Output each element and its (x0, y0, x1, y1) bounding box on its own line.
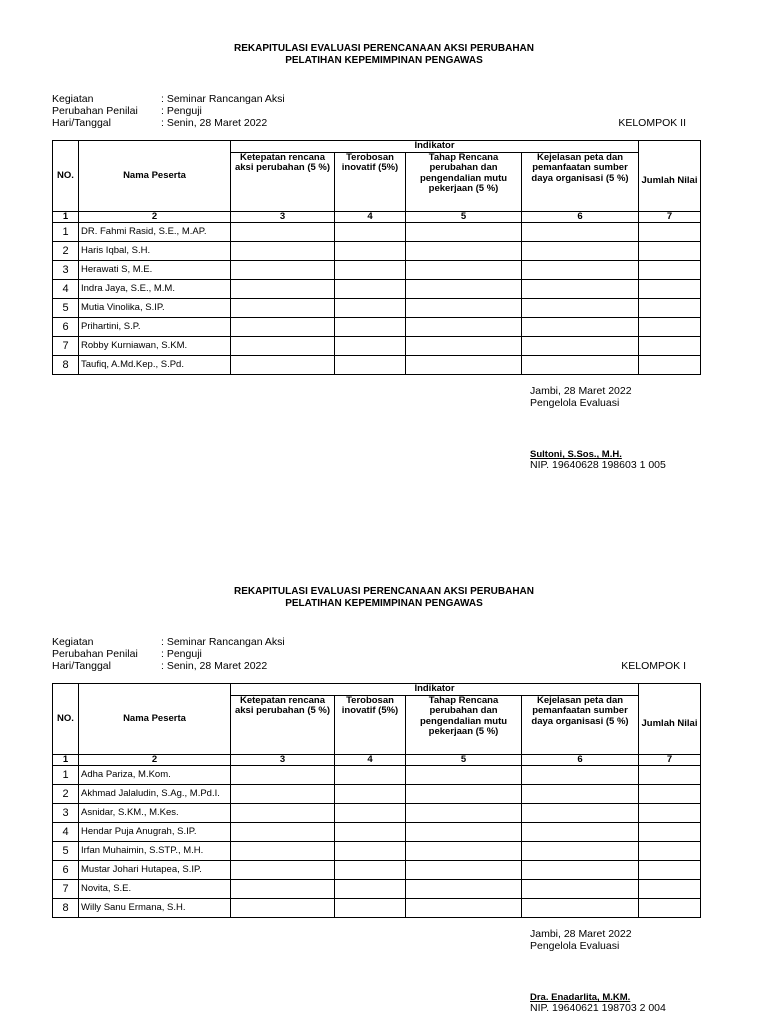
row-number: 2 (53, 785, 79, 804)
score-tahap-rencana-cell[interactable] (406, 223, 522, 242)
participant-name: Adha Pariza, M.Kom. (79, 766, 231, 785)
column-number: 1 (53, 754, 79, 766)
score-ketepatan-cell[interactable] (231, 880, 335, 899)
score-jumlah-cell[interactable] (639, 842, 701, 861)
score-jumlah-cell[interactable] (639, 356, 701, 375)
row-number: 1 (53, 766, 79, 785)
title-line-2: PELATIHAN KEPEMIMPINAN PENGAWAS (285, 55, 483, 66)
score-kejelasan-cell[interactable] (522, 842, 639, 861)
score-kejelasan-cell[interactable] (522, 356, 639, 375)
kegiatan-value: : Seminar Rancangan Aksi (161, 93, 285, 105)
score-ketepatan-cell[interactable] (231, 261, 335, 280)
score-tahap-rencana-cell[interactable] (406, 242, 522, 261)
table-row (53, 223, 701, 242)
column-number: 6 (522, 754, 639, 766)
column-number: 5 (406, 211, 522, 223)
score-ketepatan-cell[interactable] (231, 785, 335, 804)
column-number: 3 (231, 754, 335, 766)
score-terobosan-cell[interactable] (335, 223, 406, 242)
score-kejelasan-cell[interactable] (522, 804, 639, 823)
activity-info (52, 636, 285, 672)
score-jumlah-cell[interactable] (639, 337, 701, 356)
score-ketepatan-cell[interactable] (231, 356, 335, 375)
score-ketepatan-cell[interactable] (231, 318, 335, 337)
score-jumlah-cell[interactable] (639, 880, 701, 899)
column-number: 2 (79, 211, 231, 223)
participant-name: Asnidar, S.KM., M.Kes. (79, 804, 231, 823)
row-number: 3 (53, 261, 79, 280)
score-kejelasan-cell[interactable] (522, 823, 639, 842)
row-number: 1 (53, 223, 79, 242)
row-number: 3 (53, 804, 79, 823)
score-ketepatan-cell[interactable] (231, 804, 335, 823)
row-number: 4 (53, 823, 79, 842)
score-jumlah-cell[interactable] (639, 318, 701, 337)
table-row (53, 861, 701, 880)
row-number: 2 (53, 242, 79, 261)
score-jumlah-cell[interactable] (639, 242, 701, 261)
column-number: 5 (406, 754, 522, 766)
header-tahap-rencana: Tahap Rencana perubahan dan pengendalian mutu pekerjaan (5 %) (406, 152, 522, 211)
table-row (53, 261, 701, 280)
tanggal-value: : Senin, 28 Maret 2022 (161, 660, 268, 672)
table-row (53, 880, 701, 899)
header-kejelasan: Kejelasan peta dan pemanfaatan sumber daya organisasi (5 %) (522, 695, 639, 754)
participant-name: Taufiq, A.Md.Kep., S.Pd. (79, 356, 231, 375)
score-terobosan-cell[interactable] (335, 804, 406, 823)
header-jumlah-nilai: Jumlah Nilai (639, 695, 701, 754)
table-row (53, 318, 701, 337)
header-jumlah-top (639, 684, 701, 696)
signature-name: Sultoni, S.Sos., M.H. (530, 449, 622, 460)
header-terobosan: Terobosan inovatif (5%) (335, 152, 406, 211)
score-kejelasan-cell[interactable] (522, 766, 639, 785)
row-number: 4 (53, 280, 79, 299)
score-tahap-rencana-cell[interactable] (406, 261, 522, 280)
score-ketepatan-cell[interactable] (231, 823, 335, 842)
activity-info (52, 93, 285, 129)
column-number: 7 (639, 754, 701, 766)
kegiatan-label: Kegiatan (52, 636, 94, 648)
participant-name: Indra Jaya, S.E., M.M. (79, 280, 231, 299)
score-ketepatan-cell[interactable] (231, 861, 335, 880)
score-tahap-rencana-cell[interactable] (406, 880, 522, 899)
score-terobosan-cell[interactable] (335, 880, 406, 899)
header-nama-peserta: Nama Peserta (79, 141, 231, 212)
score-kejelasan-cell[interactable] (522, 861, 639, 880)
table-row (53, 337, 701, 356)
score-ketepatan-cell[interactable] (231, 899, 335, 918)
row-number: 5 (53, 299, 79, 318)
score-kejelasan-cell[interactable] (522, 899, 639, 918)
signature-role: Pengelola Evaluasi (530, 397, 620, 409)
score-jumlah-cell[interactable] (639, 766, 701, 785)
header-nama-peserta: Nama Peserta (79, 684, 231, 755)
score-ketepatan-cell[interactable] (231, 766, 335, 785)
score-tahap-rencana-cell[interactable] (406, 356, 522, 375)
score-terobosan-cell[interactable] (335, 318, 406, 337)
column-number: 7 (639, 211, 701, 223)
score-kejelasan-cell[interactable] (522, 261, 639, 280)
participant-name: Herawati S, M.E. (79, 261, 231, 280)
tanggal-value: : Senin, 28 Maret 2022 (161, 117, 268, 129)
penilai-label: Perubahan Penilai (52, 648, 138, 660)
score-jumlah-cell[interactable] (639, 861, 701, 880)
score-tahap-rencana-cell[interactable] (406, 823, 522, 842)
group-label: KELOMPOK I (621, 660, 686, 672)
evaluation-table (52, 683, 701, 918)
score-kejelasan-cell[interactable] (522, 280, 639, 299)
participant-name: Mustar Johari Hutapea, S.IP. (79, 861, 231, 880)
score-tahap-rencana-cell[interactable] (406, 804, 522, 823)
column-number-row (53, 754, 701, 766)
header-jumlah-nilai: Jumlah Nilai (639, 152, 701, 211)
score-tahap-rencana-cell[interactable] (406, 280, 522, 299)
row-number: 8 (53, 356, 79, 375)
column-number: 1 (53, 211, 79, 223)
header-tahap-rencana: Tahap Rencana perubahan dan pengendalian mutu pekerjaan (5 %) (406, 695, 522, 754)
header-terobosan: Terobosan inovatif (5%) (335, 695, 406, 754)
score-terobosan-cell[interactable] (335, 280, 406, 299)
score-kejelasan-cell[interactable] (522, 223, 639, 242)
table-row (53, 804, 701, 823)
participant-name: DR. Fahmi Rasid, S.E., M.AP. (79, 223, 231, 242)
table-row (53, 766, 701, 785)
tanggal-label: Hari/Tanggal (52, 660, 111, 672)
score-tahap-rencana-cell[interactable] (406, 785, 522, 804)
score-jumlah-cell[interactable] (639, 899, 701, 918)
row-number: 6 (53, 318, 79, 337)
table-row (53, 242, 701, 261)
participant-name: Akhmad Jalaludin, S.Ag., M.Pd.I. (79, 785, 231, 804)
column-number: 6 (522, 211, 639, 223)
participant-name: Hendar Puja Anugrah, S.IP. (79, 823, 231, 842)
score-ketepatan-cell[interactable] (231, 299, 335, 318)
score-kejelasan-cell[interactable] (522, 785, 639, 804)
title-line-2: PELATIHAN KEPEMIMPINAN PENGAWAS (285, 598, 483, 609)
table-row (53, 785, 701, 804)
signature-nip: NIP. 19640621 198703 2 004 (530, 1002, 666, 1014)
score-tahap-rencana-cell[interactable] (406, 899, 522, 918)
table-row (53, 842, 701, 861)
table-row (53, 823, 701, 842)
score-jumlah-cell[interactable] (639, 261, 701, 280)
header-ketepatan: Ketepatan rencana aksi perubahan (5 %) (231, 695, 335, 754)
penilai-label: Perubahan Penilai (52, 105, 138, 117)
row-number: 5 (53, 842, 79, 861)
column-number-row (53, 211, 701, 223)
column-number: 4 (335, 211, 406, 223)
score-kejelasan-cell[interactable] (522, 318, 639, 337)
score-tahap-rencana-cell[interactable] (406, 318, 522, 337)
score-terobosan-cell[interactable] (335, 899, 406, 918)
participant-name: Irfan Muhaimin, S.STP., M.H. (79, 842, 231, 861)
score-jumlah-cell[interactable] (639, 223, 701, 242)
score-ketepatan-cell[interactable] (231, 337, 335, 356)
header-ketepatan: Ketepatan rencana aksi perubahan (5 %) (231, 152, 335, 211)
score-ketepatan-cell[interactable] (231, 242, 335, 261)
penilai-value: : Penguji (161, 105, 202, 117)
participant-name: Haris Iqbal, S.H. (79, 242, 231, 261)
score-kejelasan-cell[interactable] (522, 880, 639, 899)
header-no: NO. (53, 684, 79, 755)
signature-name: Dra. Enadarlita, M.KM. (530, 992, 631, 1003)
score-tahap-rencana-cell[interactable] (406, 861, 522, 880)
score-jumlah-cell[interactable] (639, 785, 701, 804)
score-terobosan-cell[interactable] (335, 356, 406, 375)
score-ketepatan-cell[interactable] (231, 842, 335, 861)
participant-name: Mutia Vinolika, S.IP. (79, 299, 231, 318)
score-terobosan-cell[interactable] (335, 242, 406, 261)
score-tahap-rencana-cell[interactable] (406, 299, 522, 318)
score-ketepatan-cell[interactable] (231, 280, 335, 299)
score-terobosan-cell[interactable] (335, 766, 406, 785)
header-indikator: Indikator (231, 141, 639, 153)
group-label: KELOMPOK II (618, 117, 686, 129)
row-number: 7 (53, 880, 79, 899)
kegiatan-value: : Seminar Rancangan Aksi (161, 636, 285, 648)
signature-nip: NIP. 19640628 198603 1 005 (530, 459, 666, 471)
kegiatan-label: Kegiatan (52, 93, 94, 105)
signature-place-date: Jambi, 28 Maret 2022 (530, 928, 632, 940)
score-jumlah-cell[interactable] (639, 280, 701, 299)
recap-section-kelompok-2 (0, 0, 768, 490)
score-terobosan-cell[interactable] (335, 261, 406, 280)
recap-section-kelompok-1 (0, 543, 768, 1033)
evaluation-table (52, 140, 701, 375)
score-terobosan-cell[interactable] (335, 785, 406, 804)
row-number: 7 (53, 337, 79, 356)
column-number: 3 (231, 211, 335, 223)
score-kejelasan-cell[interactable] (522, 242, 639, 261)
score-jumlah-cell[interactable] (639, 299, 701, 318)
score-jumlah-cell[interactable] (639, 823, 701, 842)
score-kejelasan-cell[interactable] (522, 299, 639, 318)
tanggal-label: Hari/Tanggal (52, 117, 111, 129)
table-row (53, 356, 701, 375)
table-row (53, 299, 701, 318)
header-no: NO. (53, 141, 79, 212)
column-number: 4 (335, 754, 406, 766)
score-terobosan-cell[interactable] (335, 842, 406, 861)
signature-place-date: Jambi, 28 Maret 2022 (530, 385, 632, 397)
participant-name: Willy Sanu Ermana, S.H. (79, 899, 231, 918)
score-tahap-rencana-cell[interactable] (406, 842, 522, 861)
title-line-1: REKAPITULASI EVALUASI PERENCANAAN AKSI PERUBAHAN (233, 586, 535, 597)
score-tahap-rencana-cell[interactable] (406, 337, 522, 356)
title-line-1: REKAPITULASI EVALUASI PERENCANAAN AKSI PERUBAHAN (233, 43, 535, 54)
row-number: 6 (53, 861, 79, 880)
score-terobosan-cell[interactable] (335, 823, 406, 842)
score-ketepatan-cell[interactable] (231, 223, 335, 242)
table-row (53, 899, 701, 918)
participant-name: Prihartini, S.P. (79, 318, 231, 337)
score-kejelasan-cell[interactable] (522, 337, 639, 356)
table-row (53, 280, 701, 299)
row-number: 8 (53, 899, 79, 918)
column-number: 2 (79, 754, 231, 766)
score-terobosan-cell[interactable] (335, 861, 406, 880)
header-jumlah-top (639, 141, 701, 153)
signature-role: Pengelola Evaluasi (530, 940, 620, 952)
header-kejelasan: Kejelasan peta dan pemanfaatan sumber daya organisasi (5 %) (522, 152, 639, 211)
score-tahap-rencana-cell[interactable] (406, 766, 522, 785)
participant-name: Novita, S.E. (79, 880, 231, 899)
participant-name: Robby Kurniawan, S.KM. (79, 337, 231, 356)
document-title (0, 43, 768, 67)
document-title (0, 586, 768, 610)
score-terobosan-cell[interactable] (335, 337, 406, 356)
score-jumlah-cell[interactable] (639, 804, 701, 823)
header-indikator: Indikator (231, 684, 639, 696)
score-terobosan-cell[interactable] (335, 299, 406, 318)
penilai-value: : Penguji (161, 648, 202, 660)
